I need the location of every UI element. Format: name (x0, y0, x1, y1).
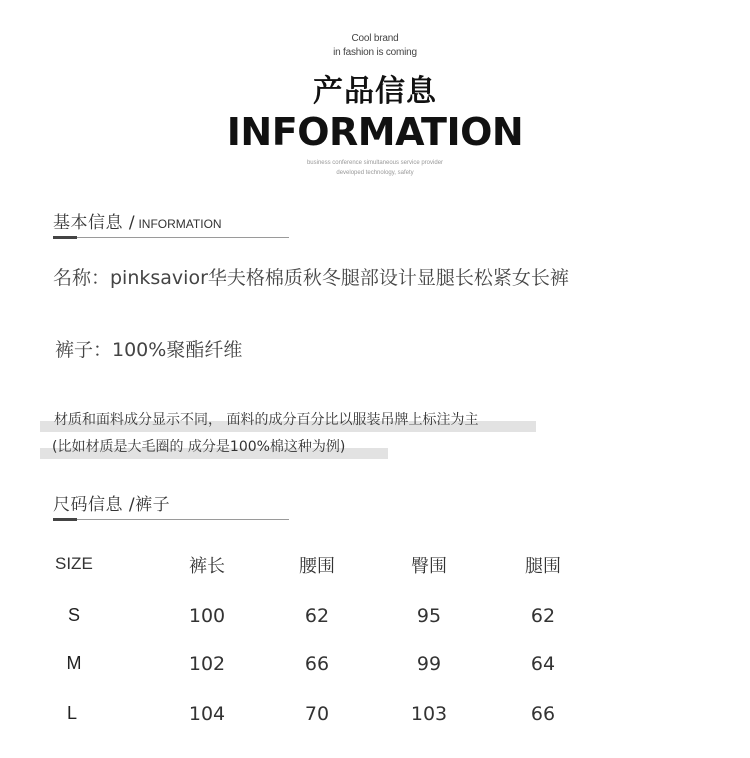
basic-info-heading (53, 208, 222, 233)
table-cell: 103 (410, 703, 448, 725)
table-header-length: 裤长 (189, 556, 225, 577)
tagline-line2: in fashion is coming (333, 47, 417, 58)
table-cell: 66 (530, 703, 556, 725)
subtitle-line2: developed technology, safety (336, 170, 414, 176)
fabric-composition: 裤子：100%聚酯纤维 (55, 339, 243, 361)
table-row-size: S (67, 605, 80, 625)
table-cell: 62 (530, 605, 556, 627)
table-header-size: SIZE (55, 554, 93, 573)
tagline-line1: Cool brand (351, 33, 399, 44)
basic-info-divider (53, 237, 289, 238)
basic-info-heading-cn: 基本信息 / (53, 213, 136, 233)
table-row-size: L (66, 703, 77, 723)
table-header-thigh: 腿围 (525, 556, 561, 577)
size-info-divider-accent (53, 518, 77, 521)
table-header-waist: 腰围 (299, 556, 335, 577)
page-title-cn: 产品信息 (313, 74, 437, 109)
subtitle-line1: business conference simultaneous service provider (306, 160, 444, 166)
table-cell: 64 (530, 653, 556, 675)
product-name: 名称：pinksavior华夫格棉质秋冬腿部设计显腿长松紧女长裤 (53, 267, 569, 289)
table-cell: 95 (416, 605, 442, 627)
basic-info-heading-en: INFORMATION (135, 217, 222, 231)
size-info-heading: 尺码信息 /裤子 (53, 495, 171, 515)
table-row-size: M (66, 653, 82, 673)
note-line-2: (比如材质是大毛圈的 成分是100%棉这种为例) (52, 439, 346, 455)
table-cell: 102 (188, 653, 226, 675)
table-cell: 104 (188, 703, 226, 725)
table-header-hip: 臀围 (411, 556, 447, 577)
table-cell: 99 (416, 653, 442, 675)
table-cell: 70 (304, 703, 330, 725)
page-title-en: INFORMATION (226, 110, 524, 154)
table-cell: 62 (304, 605, 330, 627)
basic-info-divider-accent (53, 236, 77, 239)
note-line-1: 材质和面料成分显示不同， 面料的成分百分比以服装吊牌上标注为主 (54, 412, 479, 428)
table-cell: 66 (304, 653, 330, 675)
size-info-divider (53, 519, 289, 520)
table-cell: 100 (188, 605, 226, 627)
